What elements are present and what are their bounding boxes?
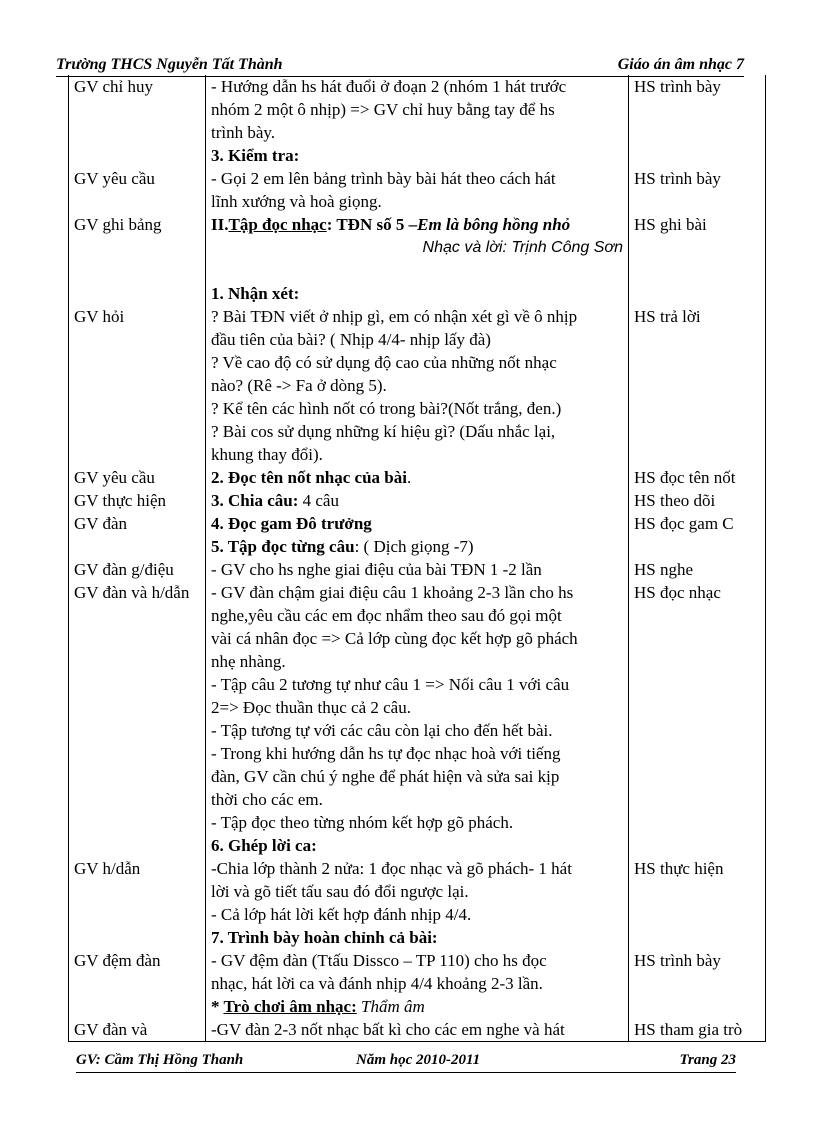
school-year: Năm học 2010-2011 <box>356 1052 481 1068</box>
table-row <box>69 144 766 167</box>
table-row: 7. Trình bày hoàn chỉnh cả bài: <box>69 926 766 949</box>
table-row: GV đàn 4. Đọc gam Đô trưởng HS đọc gam C <box>69 512 766 535</box>
table-row: GV yêu cầu - Gọi 2 em lên bảng trình bày bài hát theo cách hát lĩnh xướng và hoà giọng. HS trình bày <box>69 167 766 213</box>
subject-title: Giáo án âm nhạc 7 <box>617 56 744 73</box>
lesson-content: - Hướng dẫn hs hát đuổi ở đoạn 2 (nhóm 1 hát trước nhóm 2 một ô nhịp) => GV chỉ huy bằng tay để hs trình bày. <box>206 75 629 144</box>
table-row: GV đàn và -GV đàn 2-3 nốt nhạc bất kì cho các em nghe và hát HS tham gia trò <box>69 1018 766 1042</box>
page-number: Trang 23 <box>679 1052 736 1068</box>
table-row: GV yêu cầu 2. Đọc tên nốt nhạc của bài. HS đọc tên nốt <box>69 466 766 489</box>
student-activity: HS trình bày <box>629 75 766 144</box>
table-row: GV đàn g/điệu - GV cho hs nghe giai điệu của bài TĐN 1 -2 lần HS nghe <box>69 558 766 581</box>
section-heading: 1. Nhận xét: <box>211 284 300 303</box>
teacher-activity: GV chỉ huy <box>69 75 206 144</box>
table-row: 6. Ghép lời ca: <box>69 834 766 857</box>
table-row <box>69 75 766 144</box>
table-row: GV h/dẫn -Chia lớp thành 2 nửa: 1 đọc nhạc và gõ phách- 1 hát lời và gõ tiết tấu sau đó đổi ngược lại. - Cả lớp hát lời kết hợp đánh nhịp 4/4. HS thực hiện <box>69 857 766 926</box>
table-row: GV hỏi ? Bài TĐN viết ở nhịp gì, em có nhận xét gì về ô nhịp đầu tiên của bài? ( Nhịp 4/4- nhịp lấy đà) ? Về cao độ có sử dụng độ cao của những nốt nhạc nào? (Rê -> Fa ở dòng 5). ? Kể tên các hình nốt có trong bài?(Nốt trắng, đen.) ? Bài cos sử dụng những kí hiệu gì? (Dấu nhắc lại, khung thay đổi). HS trả lời <box>69 305 766 466</box>
music-game-heading: * Trò chơi âm nhạc: Thẩm âm <box>211 997 425 1016</box>
table-row <box>69 282 766 305</box>
table-row: GV đàn và h/dẫn - GV đàn chậm giai điệu câu 1 khoảng 2-3 lần cho hs nghe,yêu cầu các em đọc nhẩm theo sau đó gọi một vài cá nhân đọc => Cả lớp cùng đọc kết hợp gõ phách nhẹ nhàng. - Tập câu 2 tương tự như câu 1 => Nối câu 1 với câu 2=> Đọc thuần thục cả 2 câu. - Tập tương tự với các câu còn lại cho đến hết bài. - Trong khi hướng dẫn hs tự đọc nhạc hoà với tiếng đàn, GV cần chú ý nghe để phát hiện và sửa sai kịp thời cho các em. - Tập đọc theo từng nhóm kết hợp gõ phách. HS đọc nhạc <box>69 581 766 834</box>
table-row: GV đệm đàn - GV đệm đàn (Ttấu Dissco – TP 110) cho hs đọc nhạc, hát lời ca và đánh nhịp 4/4 khoảng 2-3 lần. * Trò chơi âm nhạc: Thẩm âm HS trình bày <box>69 949 766 1018</box>
section-title: II.Tập đọc nhạc: TĐN số 5 –Em là bông hồng nhỏ <box>211 215 571 234</box>
table-row: GV ghi bảng II.Tập đọc nhạc: TĐN số 5 –Em là bông hồng nhỏ Nhạc và lời: Trịnh Công Sơn HS ghi bài <box>69 213 766 282</box>
table-row: 5. Tập đọc từng câu: ( Dịch giọng -7) <box>69 535 766 558</box>
section-heading: 3. Kiểm tra: <box>211 146 300 165</box>
school-name: Trường THCS Nguyễn Tất Thành <box>56 56 283 73</box>
lesson-plan-table <box>68 75 766 1042</box>
page-footer <box>76 1052 736 1073</box>
composer-credit: Nhạc và lời: Trịnh Công Sơn <box>422 239 623 256</box>
page-header <box>56 56 744 77</box>
table-row: GV thực hiện 3. Chia câu: 4 câu HS theo dõi <box>69 489 766 512</box>
teacher-name: GV: Cầm Thị Hồng Thanh <box>76 1052 244 1068</box>
